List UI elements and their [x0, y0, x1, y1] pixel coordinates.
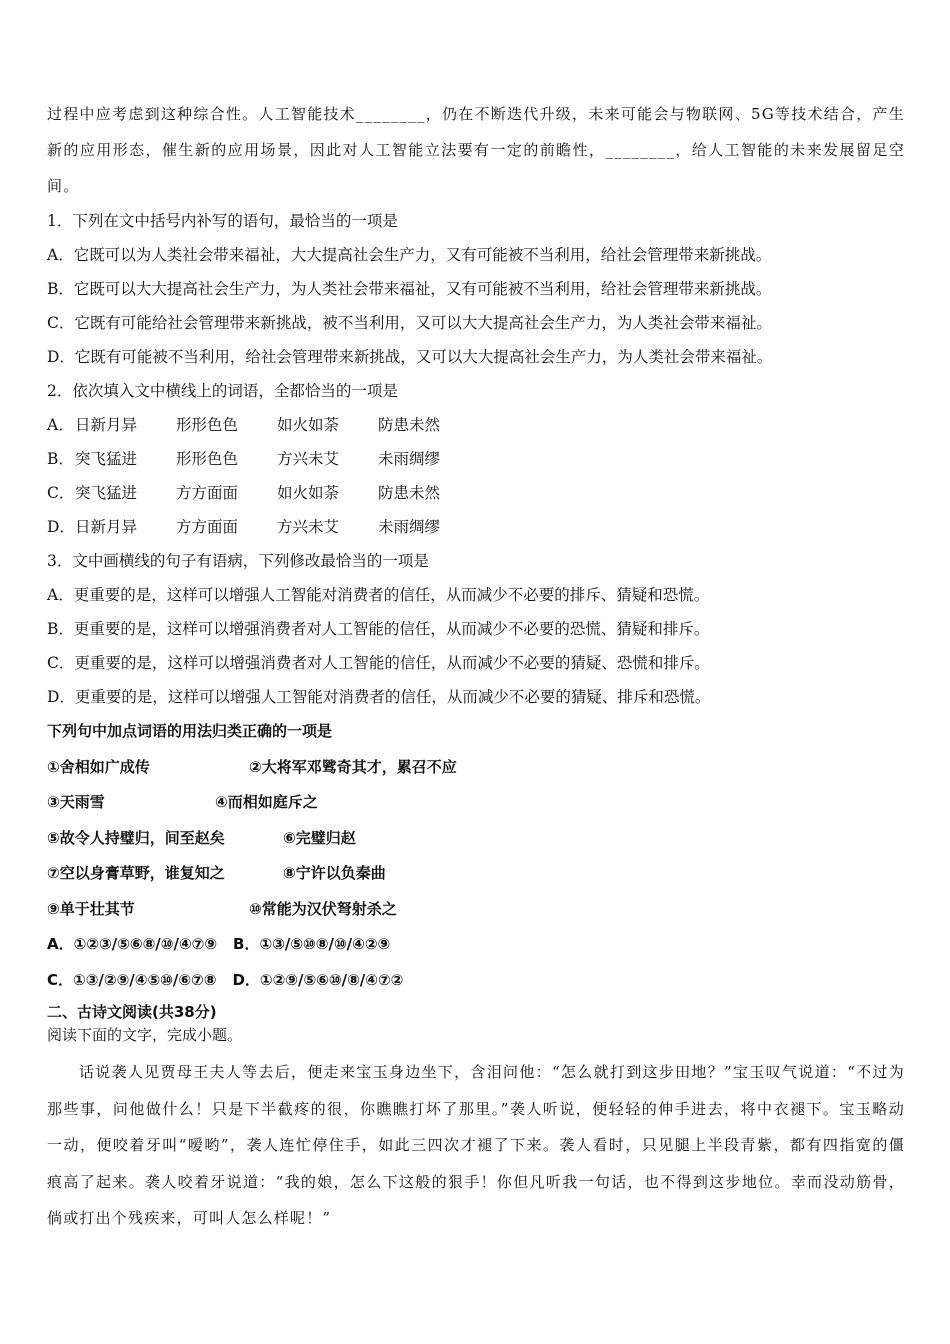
question-3-option-b: B．更重要的是，这样可以增强消费者对人工智能的信任，从而减少不必要的恐慌、猜疑和排斥。 [47, 620, 710, 638]
option-word: 日新月异 [75, 518, 138, 536]
option-word: 防患未然 [378, 416, 441, 434]
question-1 [47, 204, 905, 374]
option-word: 未雨绸缪 [378, 518, 441, 536]
option-key: B． [47, 450, 74, 468]
question-3-option-d: D．更重要的是，这样可以增强人工智能对消费者的信任，从而减少不必要的猜疑、排斥和恐慌。 [47, 688, 711, 706]
question-4-item: ⑩常能为汉伏弩射杀之 [249, 899, 397, 918]
question-3 [47, 544, 905, 714]
question-2-option-b [47, 442, 905, 476]
intro-paragraph: 过程中应考虑到这种综合性。人工智能技术________，仍在不断迭代升级，未来可能会与物联网、5G等技术结合，产生新的应用形态，催生新的应用场景，因此对人工智能立法要有一定的前瞻性，________，给人工智能的未来发展留足空间。 [47, 105, 905, 195]
option-word: 如火如荼 [277, 484, 340, 502]
question-4-item: ⑥完璧归赵 [283, 828, 356, 847]
option-word: 方方面面 [176, 518, 239, 536]
question-1-option-c: C．它既有可能给社会管理带来新挑战，被不当利用，又可以大大提高社会生产力，为人类社会带来福祉。 [47, 314, 772, 332]
option-word: 防患未然 [378, 484, 441, 502]
question-2-option-d [47, 510, 905, 544]
question-4-item: ③天雨雪 [47, 793, 105, 811]
option-word: 形形色色 [176, 416, 239, 434]
section-2-instruction: 阅读下面的文字，完成小题。 [47, 1026, 243, 1044]
question-2-stem: 2．依次填入文中横线上的词语，全都恰当的一项是 [47, 382, 398, 400]
question-4-item: ⑧宁许以负秦曲 [283, 864, 386, 882]
option-word: 日新月异 [75, 416, 138, 434]
question-1-stem: 1．下列在文中括号内补写的语句，最恰当的一项是 [47, 212, 398, 230]
option-key: D． [47, 518, 75, 536]
section-2-title: 二、古诗文阅读(共38分) [47, 1003, 217, 1021]
question-4-option-c: C．①③/②⑨/④⑤⑩/⑥⑦⑧ [47, 970, 217, 989]
question-4-option-a: A．①②③/⑤⑥⑧/⑩/④⑦⑨ [47, 935, 218, 953]
question-4-stem-row [47, 714, 905, 750]
question-4-item-row [47, 821, 905, 857]
question-4-stem: 下列句中加点词语的用法归类正确的一项是 [47, 722, 333, 740]
question-3-stem: 3．文中画横线的句子有语病，下列修改最恰当的一项是 [47, 552, 429, 570]
question-1-option-a: A．它既可以为人类社会带来福祉，大大提高社会生产力，又有可能被不当利用，给社会管理带来新挑战。 [47, 246, 772, 264]
question-4-item-row [47, 892, 905, 928]
question-3-option-a: A．更重要的是，这样可以增强人工智能对消费者的信任，从而减少不必要的排斥、猜疑和恐慌。 [47, 586, 710, 604]
question-4-item: ②大将军邓骘奇其才，累召不应 [249, 757, 457, 776]
question-4-item-row [47, 856, 905, 892]
option-word: 突飞猛进 [75, 484, 138, 502]
question-1-option-d: D．它既有可能被不当利用，给社会管理带来新挑战，又可以大大提高社会生产力，为人类社会带来福祉。 [47, 348, 773, 366]
question-1-option-b: B．它既可以大大提高社会生产力，为人类社会带来福祉，又有可能被不当利用，给社会管理带来新挑战。 [47, 280, 772, 298]
question-2 [47, 374, 905, 544]
reading-passage: 话说袭人见贾母王夫人等去后，便走来宝玉身边坐下，含泪问他：“怎么就打到这步田地？”宝玉叹气说道：“不过为那些事，问他做什么！只是下半截疼的很，你瞧瞧打坏了那里。”袭人听说，便轻轻的伸手进去，将中衣褪下。宝玉略动一动，便咬着牙叫“嗳哟”，袭人连忙停住手，如此三四次才褪了下来。袭人看时，只见腿上半段青紫，都有四指宽的僵痕高了起来。袭人咬着牙说道：“我的娘，怎么下这般的狠手！你但凡听我一句话，也不得到这步地位。幸而没动筋骨，倘或打出个残疾来，可叫人怎么样呢！” [47, 1063, 905, 1227]
option-key: C． [47, 484, 75, 502]
option-word: 方兴未艾 [277, 518, 340, 536]
question-4-option-d: D．①②⑨/⑤⑥⑩/⑧/④⑦② [232, 970, 404, 989]
option-word: 形形色色 [176, 450, 239, 468]
option-word: 方方面面 [176, 484, 239, 502]
question-4-item: ①舍相如广成传 [47, 757, 150, 776]
question-2-option-c [47, 476, 905, 510]
question-4-item: ④而相如庭斥之 [215, 793, 318, 811]
document-page [47, 96, 905, 1237]
question-2-option-a [47, 408, 905, 442]
question-4-answers-row [47, 963, 905, 999]
option-word: 突飞猛进 [75, 450, 138, 468]
question-3-option-c: C．更重要的是，这样可以增强消费者对人工智能的信任，从而减少不必要的猜疑、恐慌和排斥。 [47, 654, 710, 672]
option-word: 未雨绸缪 [378, 450, 441, 468]
question-4-option-b: B．①③/⑤⑩⑧/⑩/④②⑨ [233, 935, 391, 953]
question-4-item: ⑦空以身膏草野，谁复知之 [47, 864, 225, 882]
question-4-answers-row [47, 927, 905, 963]
option-word: 方兴未艾 [277, 450, 340, 468]
question-4 [47, 714, 905, 998]
question-4-item-row [47, 785, 905, 821]
option-key: A． [47, 416, 74, 434]
question-4-item: ⑨单于壮其节 [47, 899, 135, 918]
question-4-item: ⑤故令人持璧归，间至赵矣 [47, 828, 225, 847]
question-4-item-row [47, 750, 905, 786]
option-word: 如火如荼 [277, 416, 340, 434]
